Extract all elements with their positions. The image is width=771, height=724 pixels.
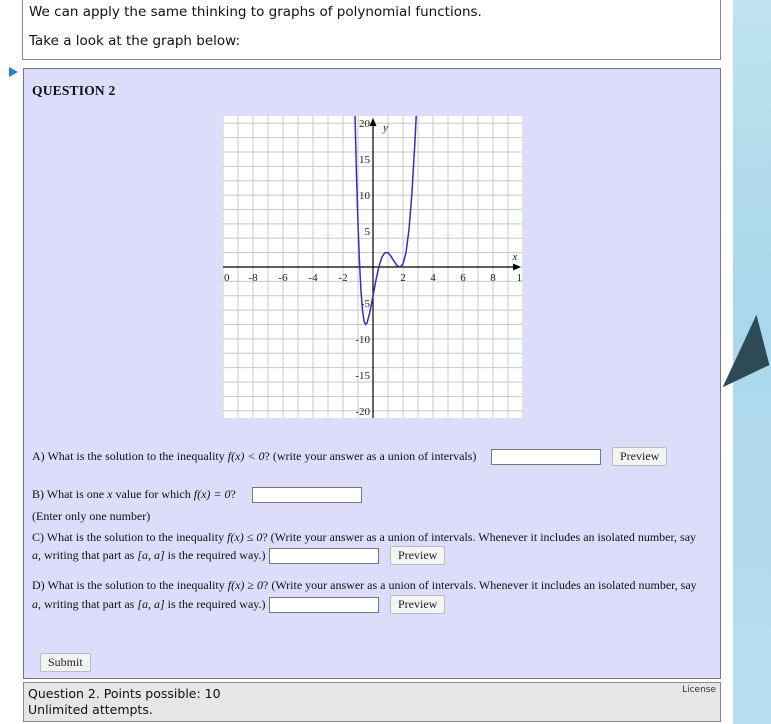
part-d-answer-input[interactable]: [269, 597, 379, 613]
x-tick-label: 6: [460, 272, 466, 284]
part-c-preview-button[interactable]: Preview: [390, 546, 445, 565]
part-b-answer-input[interactable]: [252, 487, 362, 503]
intro-line-2: Take a look at the graph below:: [29, 33, 241, 49]
part-a-text: [32, 449, 476, 464]
part-b-note: (Enter only one number): [32, 509, 151, 523]
part-d-var: a: [32, 597, 38, 611]
x-tick-label: 1: [516, 272, 522, 284]
part-d-interval: [a, a]: [137, 597, 165, 611]
part-d-mid: , writing that part as: [38, 597, 138, 611]
y-tick-label: 5: [364, 226, 370, 239]
part-a-preview-button[interactable]: Preview: [612, 447, 667, 466]
question-title: QUESTION 2: [32, 83, 116, 98]
x-tick-label: -2: [338, 272, 348, 284]
x-tick-label: 8: [490, 272, 496, 284]
y-tick-label: 20: [359, 118, 370, 131]
part-b-mid: value for which: [112, 487, 194, 501]
part-a-answer-input[interactable]: [491, 449, 601, 465]
x-tick-label: 2: [400, 272, 406, 284]
play-icon[interactable]: [9, 67, 18, 77]
part-c-interval: [a, a]: [137, 548, 165, 562]
part-d-math: f(x) ≥ 0: [227, 578, 263, 592]
polynomial-graph: [223, 116, 523, 418]
y-tick-label: 10: [359, 190, 370, 203]
intro-line-1: We can apply the same thinking to graphs of polynomial functions.: [29, 4, 482, 20]
part-a-post: ? (write your answer as a union of intervals): [264, 449, 477, 463]
part-d-post-2: is the required way.): [164, 597, 266, 611]
part-d-post: ? (Write your answer as a union of intervals. Whenever it includes an isolated number, say: [263, 578, 697, 592]
y-tick-label: -20: [355, 405, 370, 418]
part-c-mid: , writing that part as: [38, 548, 138, 562]
part-c-post: ? (Write your answer as a union of intervals. Whenever it includes an isolated number, say: [262, 530, 697, 544]
y-tick-label: -15: [355, 369, 370, 382]
part-a-pre: A) What is the solution to the inequality: [32, 449, 228, 463]
question-footer: [23, 682, 721, 722]
intro-box: [22, 0, 721, 60]
part-d-text-line-2: [32, 597, 266, 612]
submit-button[interactable]: Submit: [40, 653, 91, 672]
y-axis-label: y: [383, 122, 388, 134]
x-tick-label: -4: [308, 272, 318, 284]
part-b-math: f(x) = 0: [193, 487, 231, 501]
part-c-var: a: [32, 548, 38, 562]
attempts-info: Unlimited attempts.: [28, 702, 153, 717]
x-axis-label: x: [512, 251, 518, 263]
part-d-text: [32, 578, 697, 593]
y-tick-label: 15: [359, 154, 370, 167]
part-c-math: f(x) ≤ 0: [227, 530, 263, 544]
part-d-preview-button[interactable]: Preview: [390, 595, 445, 614]
question-panel: [23, 68, 721, 679]
part-c-pre: C) What is the solution to the inequality: [32, 530, 228, 544]
x-tick-label: -8: [248, 272, 258, 284]
part-b-post: ?: [230, 487, 236, 501]
part-b-var: x: [107, 487, 113, 501]
part-a-math: f(x) < 0: [227, 449, 265, 463]
license-link[interactable]: License: [682, 685, 716, 695]
part-b-pre: B) What is one: [32, 487, 108, 501]
x-tick-label: 4: [430, 272, 436, 284]
y-tick-label: -5: [360, 297, 370, 310]
part-c-answer-input[interactable]: [269, 548, 379, 564]
points-possible: Question 2. Points possible: 10: [28, 686, 221, 701]
part-c-post-2: is the required way.): [164, 548, 266, 562]
part-c-text: [32, 530, 696, 545]
y-tick-label: -10: [355, 333, 370, 346]
part-d-pre: D) What is the solution to the inequality: [32, 578, 228, 592]
part-c-text-line-2: [32, 548, 266, 563]
x-tick-label: 0: [224, 272, 230, 284]
x-tick-label: -6: [278, 272, 288, 284]
part-b-text: [32, 487, 236, 502]
